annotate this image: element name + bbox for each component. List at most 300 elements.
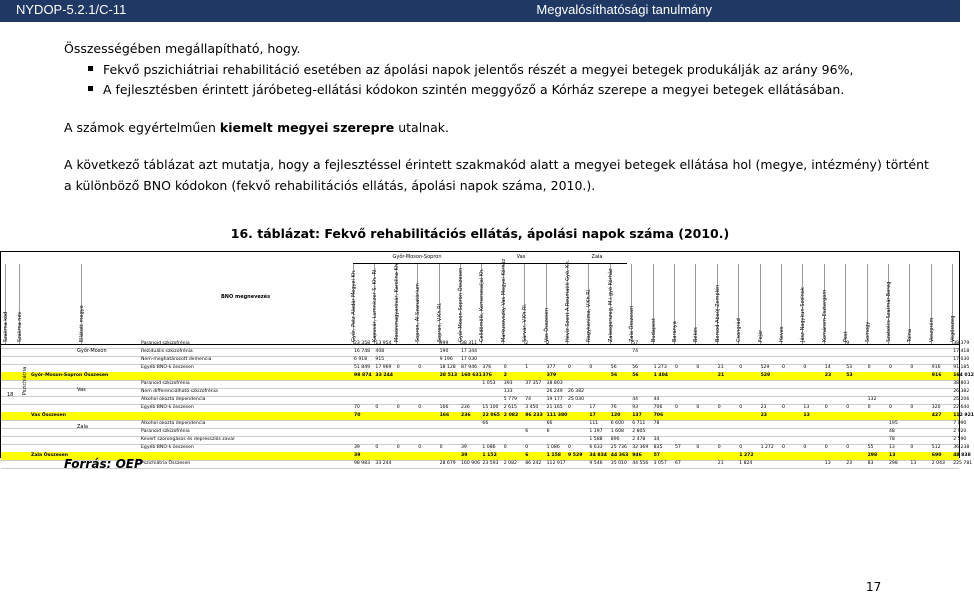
table-cell: 0 [717,405,721,410]
table-cell: 2 043 [931,461,945,466]
table-cell: 22 640 [953,405,970,410]
table-cell: 9 196 [439,357,453,362]
table-cell: 320 [931,405,941,410]
column-header-text: Celldömölk, Kemenesaljai Kh. [479,268,486,342]
table-cell: 17 030 [461,357,478,362]
column-header-text: Ellátott megye [79,305,85,342]
column-header-text: Győr, Petz Aladár Megyei Kh. [351,269,357,342]
table-cell: 1 608 [610,429,624,434]
table-cell: 16 748 [354,349,371,354]
table-cell: 18 128 [439,365,456,370]
table-cell: 9 [846,341,850,346]
table-cell: 25 030 [568,397,585,402]
table-cell: 48 [889,429,895,434]
table-cell: 112 917 [546,461,566,466]
table-cell: 23 [824,373,832,378]
column-header [460,264,473,344]
table-row [1,460,973,469]
table-cell: 21 [717,461,724,466]
table-cell: 2 920 [953,429,967,434]
table-cell: 9 546 [589,461,603,466]
table-cell: 0 [782,365,785,370]
table-cell: 0 [889,365,892,370]
column-header-text: Pest [843,331,850,342]
table-caption: 16. táblázat: Fekvő rehabilitációs ellátás, ápolási napok száma (2010.) [230,226,730,241]
table-cell: 0 [396,405,400,410]
table-cell: 13 [889,453,896,458]
table-cell: 0 [396,365,400,370]
row-label: Paranoid szkizofrénia [141,429,190,434]
row-label: Egyéb BNO-k összesen [141,365,194,370]
table-cell: 0 [589,365,593,370]
source-note: Forrás: OEP [64,457,143,471]
table-cell: 0 [375,445,379,450]
table-cell: 0 [803,445,807,450]
row-label: Nem differenciálható szkizofrénia [141,389,218,394]
table-cell: 87 946 [461,365,478,370]
table-cell: 190 [439,349,449,354]
column-header [781,264,794,344]
table-cell: 529 [760,365,770,370]
table-cell: 376 [482,373,492,378]
bno-header: BNO megnevezés [221,294,271,300]
table-cell: 0 [418,405,422,410]
table-cell: 5 779 [503,397,517,402]
column-header [650,264,666,344]
table-cell: 132 [867,397,877,402]
column-header-text: Győr-Moson-Sopron Összesen [458,267,464,342]
table-cell: 44 [632,397,639,402]
table-cell: 66 [482,421,489,426]
column-header-text: Veszprém [928,317,935,342]
table-cell: 1 404 [653,373,668,378]
table-cell: 56 [610,365,617,370]
column-header [821,264,837,344]
table-cell: 512 [931,445,941,450]
bullet-item [88,62,853,77]
bullet-text: A fejlesztésben érintett járóbeteg-ellátási kódokon szintén meggyőző a Kórház szerepe a megyei betegek ellátásában. [103,82,845,97]
table-cell: 6 [546,429,550,434]
table-cell: 0 [717,445,721,450]
table-cell: 36 238 [953,445,970,450]
column-header [543,264,559,344]
table-cell: 14 [824,365,831,370]
column-header [436,264,452,344]
column-header-text: Vas Összesen [543,308,550,342]
table-cell: 21 165 [546,405,563,410]
table-cell: 39 [461,445,467,450]
column-header-text: Szakma kód [3,311,9,342]
table-cell: 17 969 [375,365,392,370]
document-code: NYDOP-5.2.1/C-11 [16,2,127,17]
table-cell: 890 [610,437,620,442]
bullet-text: Fekvő pszichiátriai rehabilitáció esetében az ápolási napok jelentős részét a megyei betegek produkálják az arány 96%, [103,62,854,77]
table-cell: 166 [439,405,449,410]
table-cell: 0 [418,365,422,370]
table-cell: 86 233 [525,413,543,418]
table-cell: 2 082 [503,413,519,418]
column-group-header: Győr-Moson-Sopron [353,254,481,264]
table-cell: 33 244 [375,461,392,466]
table-cell: 0 [824,445,828,450]
table-cell: 23 [846,461,853,466]
column-header [631,264,644,344]
column-header [393,262,409,344]
table-cell: 35 010 [610,461,627,466]
table-cell: 9 529 [568,453,583,458]
table-cell: 66 [546,421,553,426]
column-header-text: Tolna [907,329,914,342]
column-header-text: Sárvár, V.Kh.Rl. [522,303,529,342]
column-header [588,264,601,344]
table-cell: 55 [867,445,874,450]
paragraph-text: A számok egyértelműen [64,120,220,135]
szakma-name: Pszichiátria [22,366,29,396]
table-cell: 76 [610,405,617,410]
column-header [353,264,366,344]
column-header-text: Zala Összesen [629,305,636,342]
row-label: Vas Összesen [31,413,67,418]
row-label: Paranoid szkizofrénia [141,341,190,346]
column-header-text: Borsod-Abaúj-Zemplén [714,284,721,342]
table-cell: 44 363 [610,453,629,458]
column-header [81,264,94,344]
table-cell: 23 358 [354,341,371,346]
table-cell: 23 [760,413,767,418]
table-cell: 28 679 [439,461,456,466]
table-cell: 1 272 [739,453,754,458]
column-header [695,264,708,344]
table-cell: 17 418 [953,349,970,354]
table-cell: 56 [610,373,618,378]
column-header [19,264,32,344]
table-cell: 13 [803,405,810,410]
column-header-text: Somogy [864,321,871,342]
table-cell: 0 [696,445,700,450]
table-cell: 57 [653,453,660,458]
table-cell: 57 [632,341,639,346]
table-cell: 56 [632,365,639,370]
table-cell: 160 906 [461,461,480,466]
county-label: Vas [77,387,86,393]
table-cell: 23 593 [482,461,499,466]
table-cell: 0 [782,405,785,410]
table-cell: 0 [846,445,850,450]
table-cell: 1 158 [546,453,561,458]
table-cell: 690 [931,453,942,458]
table-cell: 39 [354,445,360,450]
table-cell: 33 244 [375,373,393,378]
county-label: Győr-Moson [77,348,107,354]
table-cell: 17 030 [953,357,970,362]
table-cell: 17 344 [461,349,478,354]
table-cell: 57 [675,445,681,450]
table-cell: 74 [632,349,639,354]
column-header [952,264,965,344]
table-cell: 67 [675,461,681,466]
table-cell: 34 [653,437,660,442]
table-cell: 22 065 [482,413,500,418]
table-cell: 195 [889,421,898,426]
intro-text: Összességében megállapítható, hogy. [64,41,301,56]
table-cell: 0 [439,445,443,450]
table-cell: 112 921 [953,413,974,418]
row-label: Kevert szorongásos és depressziós zavar [141,437,235,442]
table-cell: 98 874 [354,373,372,378]
table-cell: 6 [525,429,529,434]
table-cell: 0 [696,405,700,410]
table-cell: 70 [354,405,360,410]
table-cell: 2 805 [632,429,646,434]
column-header [864,264,880,344]
column-header [607,264,623,344]
szakma-code: 18 [7,392,14,398]
table-cell: 26 382 [568,389,585,394]
column-header [888,264,901,344]
table-cell: 916 [931,373,942,378]
table-cell: 0 [889,405,892,410]
table-description-line: a különböző BNO kódokon (fekvő rehabilitációs ellátás, ápolási napok száma, 2010.). [64,178,596,193]
table-cell: 25 206 [953,397,970,402]
table-cell: 0 [867,405,871,410]
column-header-text: Kapuvár, Lumniczer S. Kh.-Rl. [372,268,379,342]
table-cell: 26 249 [546,389,563,394]
bullet-item [88,82,844,97]
table-cell: 0 [396,445,400,450]
table-cell: 0 [910,445,914,450]
table-cell: 26 382 [953,389,970,394]
row-label: Nem-meghatározott demencia [141,357,212,362]
table-cell: 0 [696,365,700,370]
table-cell: 70 [354,413,361,418]
column-header [714,264,730,344]
table-cell: 377 [546,365,556,370]
row-label: Alkohol okozta dependencia [141,421,206,426]
column-header-text: Szakma név [17,311,23,342]
column-header-text: Mosonmagyaróvár, Karolina Kh. [393,262,400,342]
table-cell: 1 086 [482,445,496,450]
column-header-text: Nagykanizsa, V.Kh.Rl. [586,288,593,342]
table-cell: 48 838 [953,453,971,458]
table-cell: 915 [375,357,385,362]
column-header [802,264,815,344]
row-label: Zala Összesen [31,453,68,458]
table-cell: 93 [632,405,639,410]
paragraph-text: utalnak. [394,120,449,135]
table-cell: 74 [525,397,532,402]
column-header-text: Heves [779,326,785,342]
table-cell: 17 [589,413,596,418]
table-cell: 2 [503,373,507,378]
column-header [417,264,430,344]
column-header-text: Baranya [672,321,678,342]
table-cell: 6 633 [589,445,603,450]
column-header-text: Végösszeg [950,315,957,342]
table-cell: 13 [824,461,831,466]
column-header [909,264,922,344]
table-cell: 408 [375,349,385,354]
table-cell: 706 [653,405,663,410]
table-cell: 21 [717,365,724,370]
document-title: Megvalósíthatósági tanulmány [536,2,712,17]
column-header-text: Zalaegerszeg, M.i.gyó Kórház [607,268,614,342]
table-cell: 0 [824,405,828,410]
table-cell: 98 983 [354,461,371,466]
table-cell: 133 [503,389,513,394]
table-cell: 0 [375,405,379,410]
table-cell: 225 781 [953,461,973,466]
table-cell: 0 [568,405,571,410]
table-cell: 2 [546,341,550,346]
table-cell: 38 311 [461,341,478,346]
table-cell: 0 [846,405,850,410]
table-cell: 28 513 [439,373,458,378]
column-header [565,259,580,344]
table-cell: 111 380 [546,413,568,418]
table-cell: 6 918 [354,357,368,362]
table-cell: 835 [653,445,663,450]
bullet-square-icon [88,66,93,71]
table-cell: 916 [931,365,941,370]
row-label: Paranoid szkizofrénia [141,381,190,386]
table-cell: 13 [889,445,895,450]
table-cell: 529 [760,373,771,378]
table-cell: 6 711 [632,421,646,426]
table-cell: 376 [482,365,492,370]
row-label: Egyéb BNO-k összesen [141,405,194,410]
table-cell: 38 803 [546,381,563,386]
table-cell: 53 [846,373,853,378]
table-cell: 0 [739,365,743,370]
table-cell: 298 [889,461,898,466]
column-header [845,264,858,344]
table-cell: 83 [867,461,874,466]
table-cell: 0 [525,445,529,450]
table-cell: 1 086 [546,445,560,450]
table-cell: 38 379 [953,341,970,346]
column-header [738,264,751,344]
column-header [524,264,537,344]
table-cell: 78 [889,437,895,442]
row-label: Reziduális szkizofrénia [141,349,193,354]
column-header [374,264,387,344]
table-cell: 160 631 [461,373,482,378]
table-cell: 17 [589,405,596,410]
page-number: 17 [866,580,882,594]
table-cell: 137 [632,413,642,418]
table-cell: 6 600 [610,421,624,426]
table-cell: 0 [675,365,678,370]
table-cell: 0 [503,365,507,370]
table-cell: 0 [910,405,914,410]
page-header [0,0,960,22]
table-cell: 0 [418,445,422,450]
table-cell: 236 [461,413,471,418]
column-header [674,264,687,344]
table-cell: 1 [525,365,529,370]
table-cell: 13 954 [375,341,392,346]
table-cell: 38 803 [953,381,970,386]
table-cell: 0 [867,365,871,370]
table-cell: 1 824 [739,461,753,466]
column-group-header: Vas [475,254,567,264]
table-cell: 0 [675,405,678,410]
table-cell: 111 [589,421,599,426]
column-header-text: Markusovszky Vas Megyei Kórház [500,258,507,342]
column-header-text: Komárom-Esztergom [821,289,828,342]
column-header [500,258,516,344]
table-cell: 34 834 [589,453,607,458]
table-cell: 0 [739,445,743,450]
column-header-text: Békés [693,327,700,342]
table-cell: 946 [632,453,642,458]
table-cell: 379 [546,373,557,378]
table-cell: 2 082 [503,461,517,466]
table-cell: 39 [354,453,361,458]
table-cell: 427 [931,413,942,418]
table-cell: 0 [782,445,785,450]
table-description-line: A következő táblázat azt mutatja, hogy a fejlesztéssel érintett szakmakód alatt a megyei betegek ellátása hol (megye, intézmény) történt [64,157,929,172]
table-cell: 1 152 [482,453,497,458]
table-cell: 0 [568,445,571,450]
table-cell: 39 [461,453,468,458]
table-cell: 164 012 [953,373,974,378]
table-cell: 56 [632,373,639,378]
table-cell: 0 [739,405,743,410]
column-header-text: Fejér [757,329,764,342]
table-cell: 25 736 [610,445,627,450]
table-cell: 1 197 [589,429,603,434]
table-cell: 2 590 [953,437,967,442]
table-cell: 999 [439,341,449,346]
table-cell: 21 [717,373,725,378]
table-cell: 15 100 [482,405,499,410]
table-cell: 120 [610,413,621,418]
table-cell: 44 556 [632,461,649,466]
column-header-text: Budapest [650,318,657,342]
table-cell: 19 177 [546,397,563,402]
column-header [757,264,773,344]
table-cell: 393 [503,381,513,386]
table-cell: 2 [525,341,529,346]
table-cell: 53 [846,365,853,370]
table-cell: 1 053 [482,381,496,386]
row-label: Pszichiátria Összesen [141,461,191,466]
table-cell: 3 057 [653,461,667,466]
table-cell: 236 [461,405,470,410]
table-cell: 32 369 [632,445,649,450]
column-group-header: Zala [567,254,627,264]
table-cell: 0 [910,365,914,370]
table-cell: 78 [653,421,660,426]
table-cell: 0 [803,365,807,370]
column-header-text: Sopron, V.Kh.Rl. [436,302,443,342]
row-label: Győr-Moson-Sopron Összesen [31,373,109,378]
table-cell: 91 185 [953,365,970,370]
table-cell: 2 478 [632,437,646,442]
row-label: Egyéb BNO-k összesen [141,445,194,450]
table-cell: 51 849 [354,365,371,370]
table-cell: 44 [653,397,660,402]
table-cell: 37 357 [525,381,542,386]
table-cell: 1 588 [589,437,603,442]
emphasis-paragraph [64,119,449,136]
table-cell: 2 615 [503,405,517,410]
table-cell: 0 [568,365,571,370]
table-cell: 6 [525,453,529,458]
table-cell: 1 272 [760,445,774,450]
column-header-text: Jász-Nagykun-Szolnok [800,287,807,342]
